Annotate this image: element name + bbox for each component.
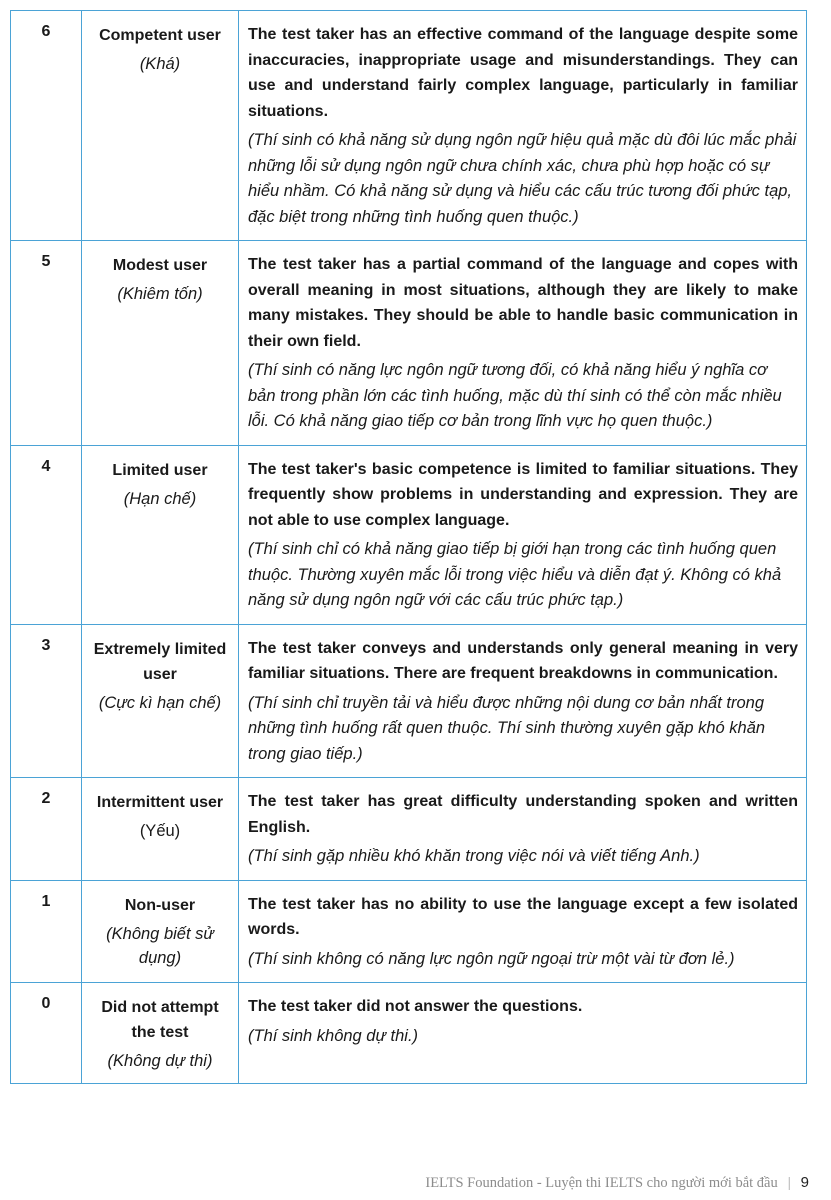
band-level <box>82 624 239 778</box>
band-description <box>239 880 807 983</box>
page-number: 9 <box>800 1174 809 1191</box>
level-name-en: Limited user <box>112 461 208 479</box>
level-name-en: Modest user <box>112 257 208 274</box>
band-description <box>239 241 807 446</box>
level-name-en: Did not attempt the test <box>101 999 219 1041</box>
level-name-en: Competent user <box>99 27 221 44</box>
band-description <box>239 624 807 778</box>
table-row <box>11 880 807 983</box>
level-name-en: Extremely limited user <box>93 640 227 683</box>
description-en: The test taker has great difficulty understanding spoken and written English. <box>248 793 798 836</box>
band-score: 4 <box>11 445 82 624</box>
table-row <box>11 11 807 241</box>
level-name-vi: (Không biết sử dụng) <box>106 924 214 967</box>
band-description <box>239 983 807 1084</box>
description-vi: (Thí sinh có khả năng sử dụng ngôn ngữ hiệu quả mặc dù đôi lúc mắc phải những lỗi sử dụng ngôn ngữ chưa chính xác, chưa phù hợp hoặc có sự hiểu nhầm. Có khả năng sử dụng và hiểu các cấu trúc tương đối phức tạp, đặc biệt trong những tình huống quen thuộc.) <box>248 131 797 226</box>
footer-book-title: IELTS Foundation - Luyện thi IELTS cho người mới bắt đầu <box>425 1175 778 1191</box>
band-descriptor-table <box>10 10 807 1084</box>
table-row <box>11 241 807 446</box>
band-level <box>82 445 239 624</box>
description-vi: (Thí sinh chỉ truyền tải và hiểu được những nội dung cơ bản nhất trong những tình huống rất quen thuộc. Thí sinh thường xuyên gặp khó khăn trong giao tiếp.) <box>248 693 766 763</box>
description-vi: (Thí sinh không có năng lực ngôn ngữ ngoại trừ một vài từ đơn lẻ.) <box>248 949 735 968</box>
band-level <box>82 778 239 881</box>
level-name-vi: (Yếu) <box>139 822 181 840</box>
level-name-vi: (Khá) <box>139 55 181 73</box>
footer-separator: | <box>787 1175 791 1191</box>
level-name-vi: (Hạn chế) <box>123 489 197 508</box>
level-name-en: Non-user <box>124 896 196 914</box>
band-score: 2 <box>11 778 82 881</box>
table-row <box>11 778 807 881</box>
band-score: 1 <box>11 880 82 983</box>
table-row <box>11 624 807 778</box>
table-row <box>11 983 807 1084</box>
description-en: The test taker has no ability to use the language except a few isolated words. <box>248 895 798 938</box>
level-name-vi: (Khiêm tốn) <box>117 285 203 303</box>
description-en: The test taker conveys and understands only general meaning in very familiar situations. There are frequent breakdowns in communication. <box>248 639 798 682</box>
level-name-vi: (Cực kì hạn chế) <box>98 693 222 712</box>
band-level <box>82 983 239 1084</box>
description-en: The test taker did not answer the questions. <box>248 998 583 1015</box>
band-score: 3 <box>11 624 82 778</box>
band-description <box>239 445 807 624</box>
band-description <box>239 778 807 881</box>
page-footer <box>425 1174 809 1192</box>
description-vi: (Thí sinh không dự thi.) <box>248 1026 419 1045</box>
band-level <box>82 241 239 446</box>
description-vi: (Thí sinh có năng lực ngôn ngữ tương đối, có khả năng hiểu ý nghĩa cơ bản trong phần lớn các tình huống, mặc dù thí sinh có thể còn mắc nhiều lỗi. Có khả năng giao tiếp cơ bản trong lĩnh vực họ quen thuộc.) <box>248 361 782 430</box>
description-vi: (Thí sinh chỉ có khả năng giao tiếp bị giới hạn trong các tình huống quen thuộc. Thường xuyên mắc lỗi trong việc hiểu và diễn đạt ý. Không có khả năng sử dụng ngôn ngữ với các cấu trúc phức tạp.) <box>248 540 782 609</box>
description-en: The test taker has a partial command of the language and copes with overall meaning in most situations, although they are likely to make many mistakes. They should be able to handle basic communication in their own field. <box>248 256 798 350</box>
band-level <box>82 880 239 983</box>
band-score: 0 <box>11 983 82 1084</box>
description-vi: (Thí sinh gặp nhiều khó khăn trong việc nói và viết tiếng Anh.) <box>248 847 700 865</box>
description-en: The test taker has an effective command of the language despite some inaccuracies, inappropriate usage and misunderstandings. They can use and understand fairly complex language, particularly in familiar situations. <box>248 26 798 120</box>
band-score: 5 <box>11 241 82 446</box>
description-en: The test taker's basic competence is limited to familiar situations. They frequently show problems in understanding and expression. They are not able to use complex language. <box>248 460 798 529</box>
table-row <box>11 445 807 624</box>
band-score: 6 <box>11 11 82 241</box>
level-name-en: Intermittent user <box>96 794 224 811</box>
band-description <box>239 11 807 241</box>
level-name-vi: (Không dự thi) <box>107 1052 213 1070</box>
band-level <box>82 11 239 241</box>
